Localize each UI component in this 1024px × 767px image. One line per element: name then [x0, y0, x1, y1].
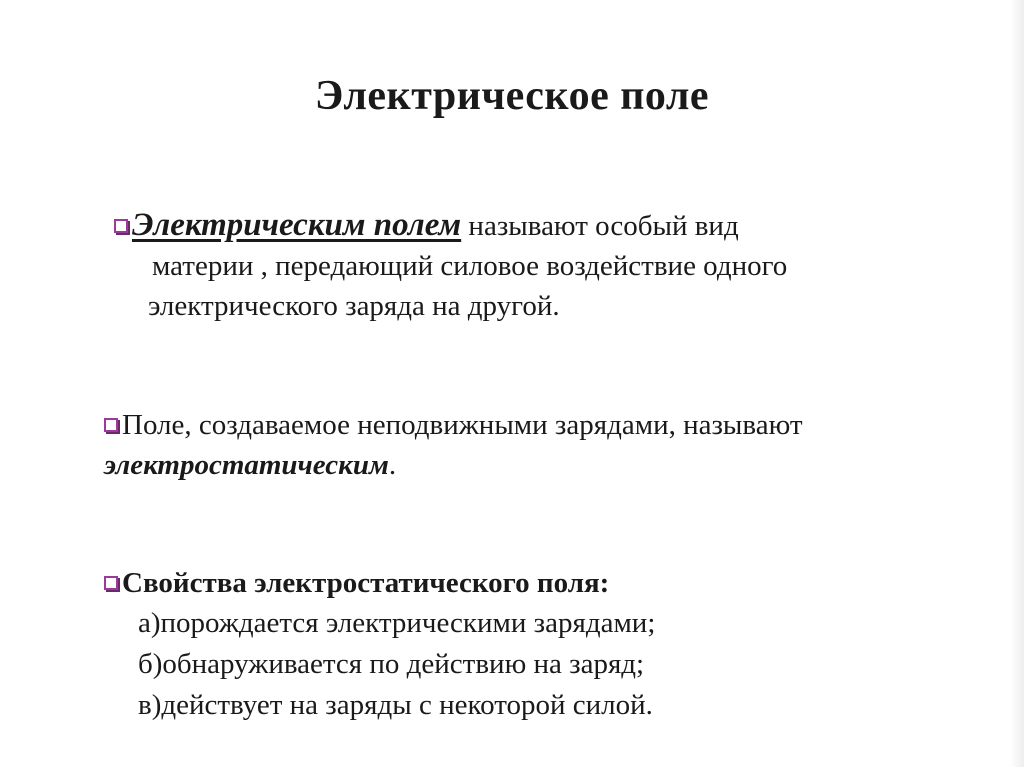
properties-block [104, 563, 964, 726]
electrostatic-block [104, 405, 964, 485]
electrostatic-term: электростатическим [104, 449, 389, 481]
definition-line-2: материи , передающий силовое воздействие одного [152, 250, 788, 282]
definition-line-1-rest: называют особый вид [461, 210, 739, 242]
definition-line-1 [114, 205, 934, 246]
electrostatic-line-1-text: Поле, создаваемое неподвижными зарядами, называют [122, 409, 803, 441]
property-item: в)действует на заряды с некоторой силой. [138, 689, 653, 721]
slide-title: Электрическое поле [314, 73, 710, 119]
checkbox-square-icon [104, 418, 118, 432]
electrostatic-line-1 [104, 405, 964, 445]
properties-heading-line [104, 563, 964, 603]
electrostatic-line-2 [104, 445, 964, 485]
definition-block [114, 205, 934, 326]
checkbox-square-icon [114, 219, 128, 233]
property-item: б)обнаруживается по действию на заряд; [138, 648, 645, 680]
definition-line-3: электрического заряда на другой. [148, 290, 560, 322]
checkbox-square-icon [104, 576, 118, 590]
electrostatic-term-end: . [388, 449, 397, 481]
property-item: а)порождается электрическими зарядами; [138, 607, 656, 639]
properties-heading: Свойства электростатического поля: [122, 567, 610, 599]
definition-term: Электрическим полем [132, 207, 462, 243]
